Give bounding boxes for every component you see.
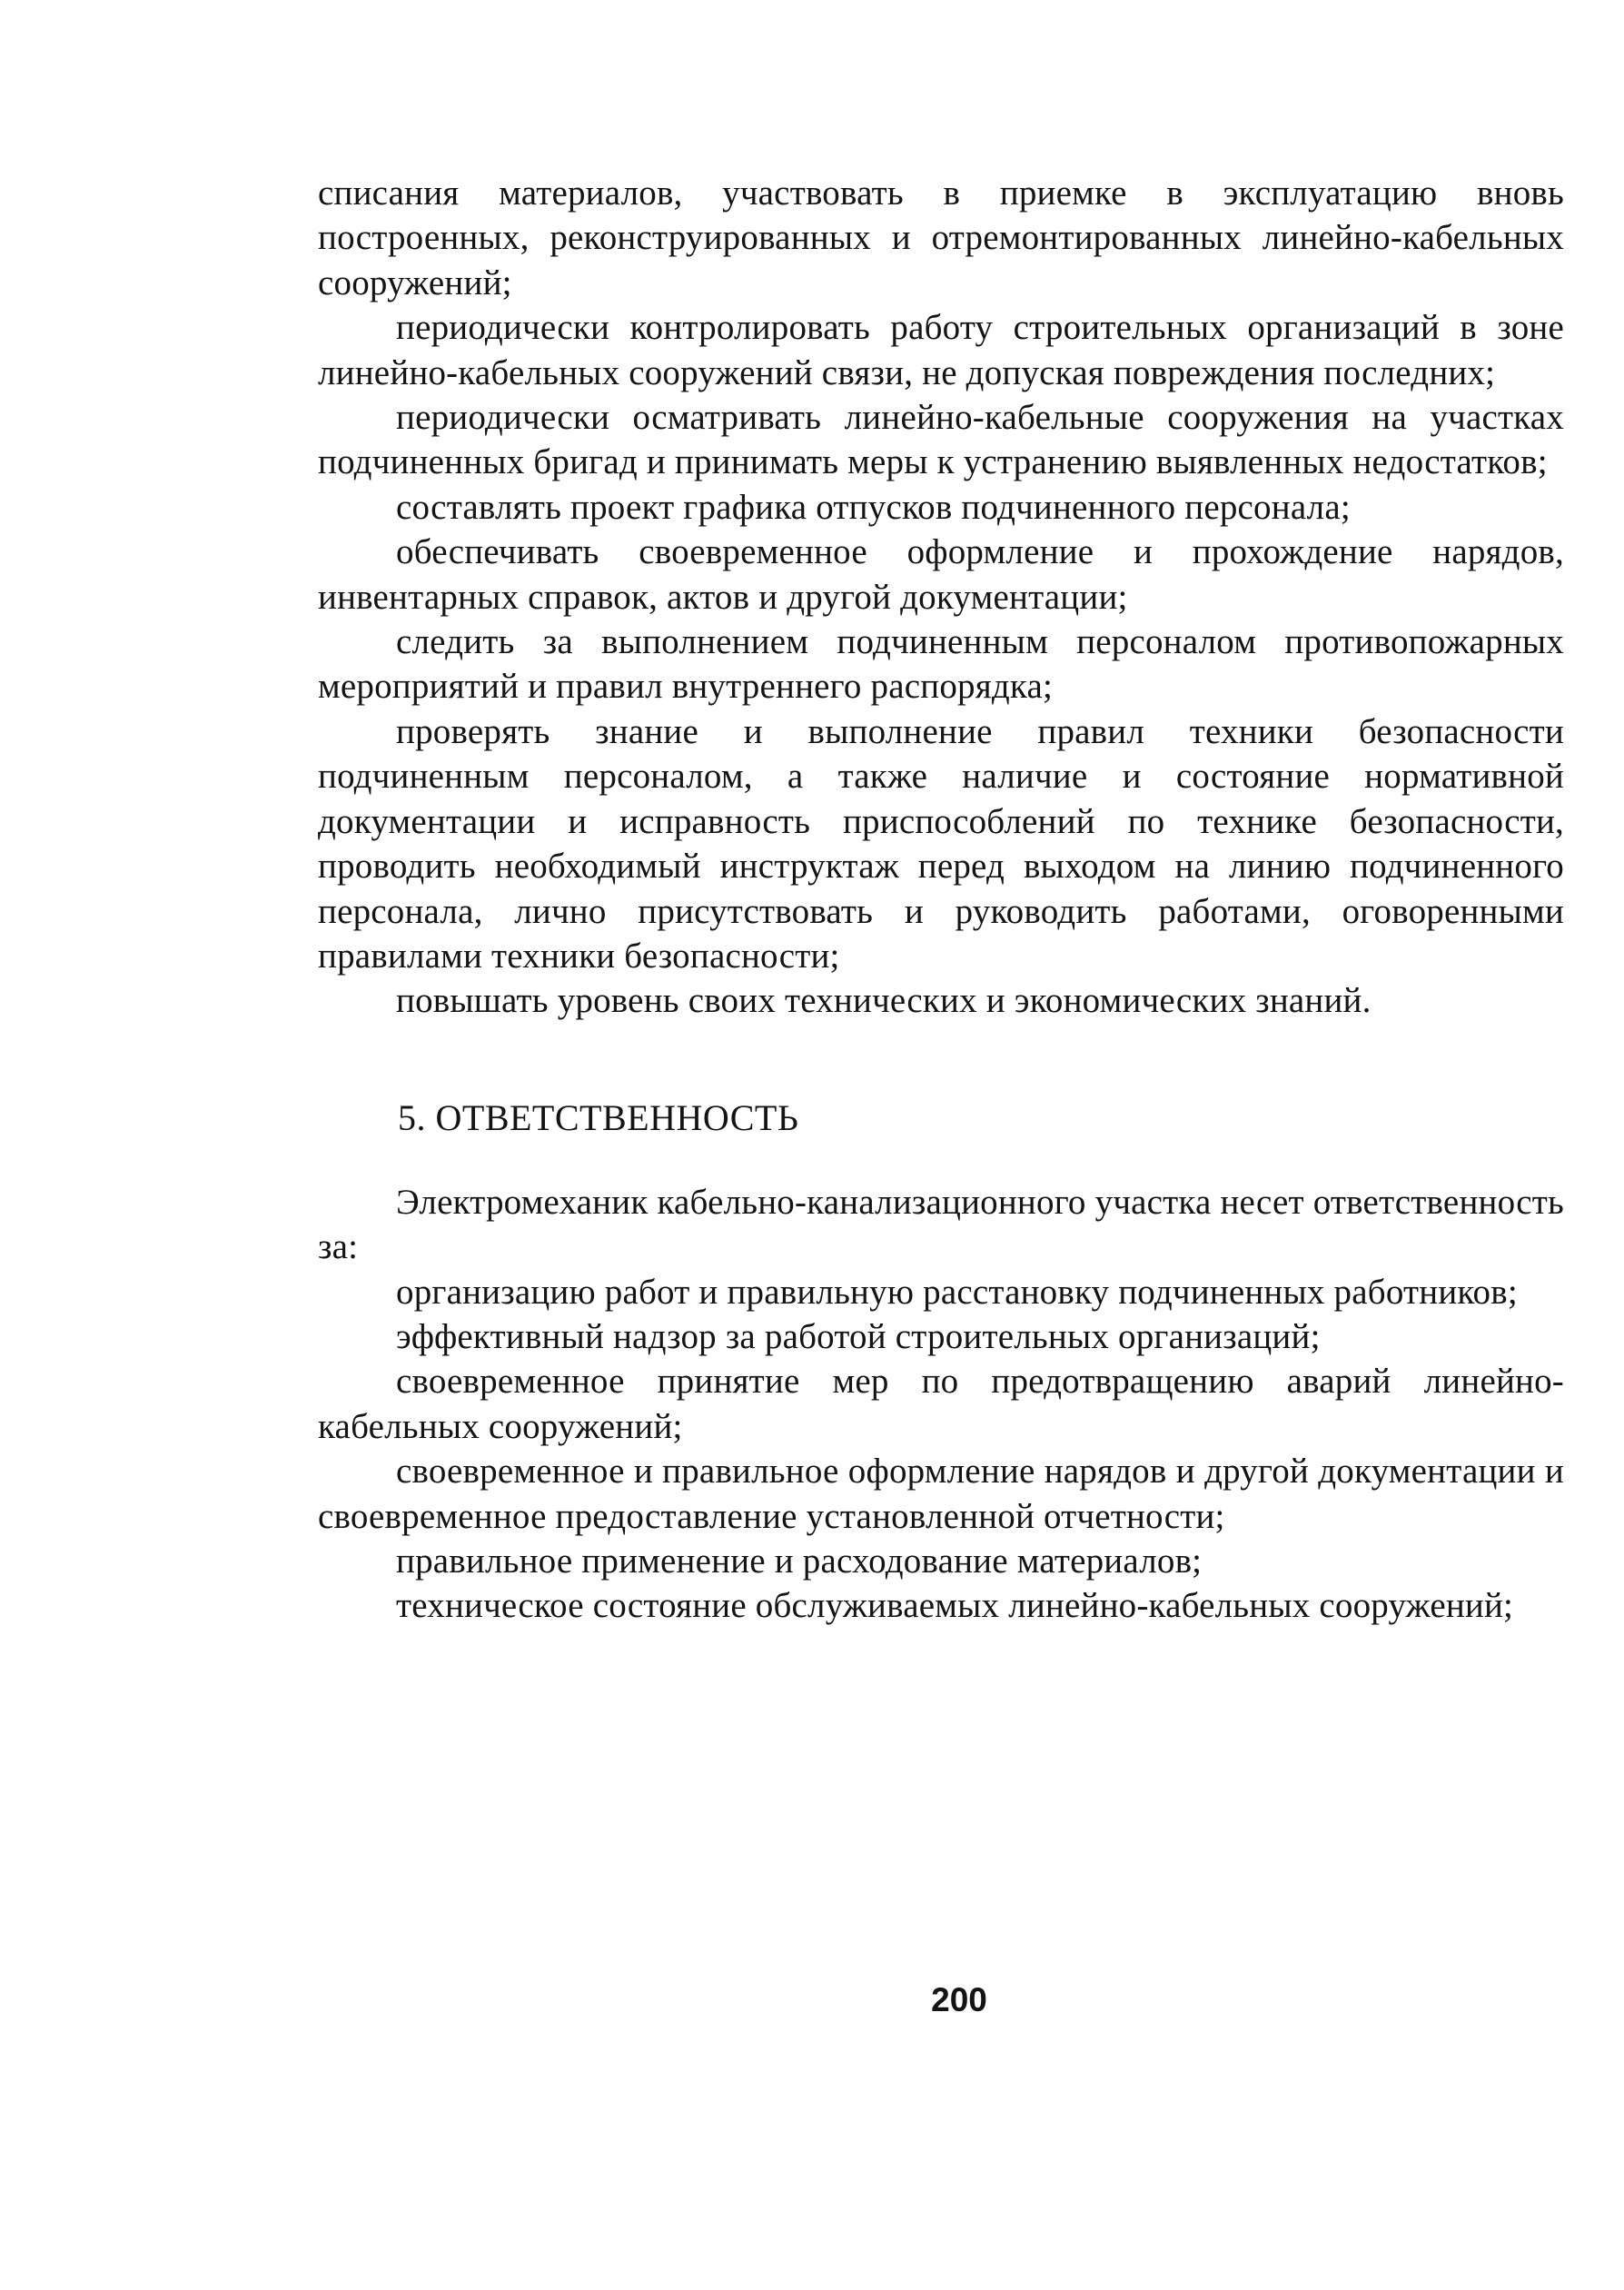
paragraph: проверять знание и выполнение правил техники безопасности подчиненным персоналом, а также наличие и состояние нормативной документации и исправность приспособлений по технике безопасности, проводить необходимый инструктаж перед выходом на линию подчиненного персонала, лично присутствовать и руководить работами, оговоренными правилами техники безопасности; — [318, 711, 1564, 976]
paragraph: повышать уровень своих технических и экономических знаний. — [396, 981, 1371, 1021]
section-intro: Электромеханик кабельно-канализационного участка несет ответственность за: — [318, 1182, 1564, 1267]
page-body — [318, 171, 1564, 1629]
list-item: своевременное принятие мер по предотвращению аварий линейно-кабельных сооружений; — [318, 1362, 1564, 1446]
paragraph: списания материалов, участвовать в приемке в эксплуатацию вновь построенных, реконструированных и отремонтированных линейно-кабельных сооружений; — [318, 173, 1564, 302]
list-item: эффективный надзор за работой строительных организаций; — [396, 1316, 1321, 1356]
paragraph: составлять проект графика отпусков подчиненного персонала; — [396, 487, 1351, 527]
paragraph: периодически контролировать работу строительных организаций в зоне линейно-кабельных сооружений связи, не допуская повреждения последних; — [318, 308, 1564, 392]
paragraph: периодически осматривать линейно-кабельные сооружения на участках подчиненных бригад и принимать меры к устранению выявленных недостатков; — [318, 398, 1564, 482]
paragraph: следить за выполнением подчиненным персоналом противопожарных мероприятий и правил внутреннего распорядка; — [318, 622, 1564, 707]
list-item: организацию работ и правильную расстановку подчиненных работников; — [396, 1272, 1518, 1312]
list-item: своевременное и правильное оформление нарядов и другой документации и своевременное предоставление установленной отчетности; — [318, 1452, 1564, 1536]
section-heading: 5. ОТВЕТСТВЕННОСТЬ — [398, 1096, 799, 1138]
list-item: правильное применение и расходование материалов; — [396, 1541, 1203, 1581]
page-number: 200 — [931, 1981, 987, 2018]
list-item: техническое состояние обслуживаемых линейно-кабельных сооружений; — [396, 1586, 1514, 1626]
paragraph: обеспечивать своевременное оформление и прохождение нарядов, инвентарных справок, актов и другой документации; — [318, 532, 1564, 617]
